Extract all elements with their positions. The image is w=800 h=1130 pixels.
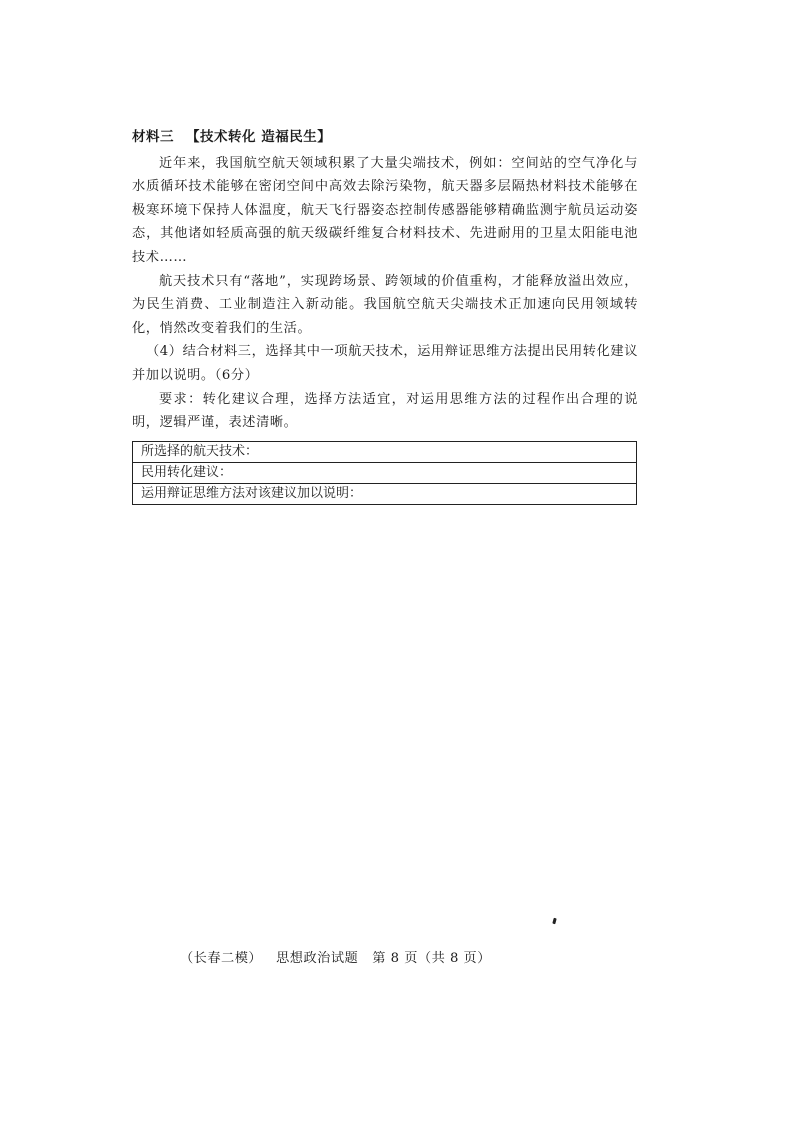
- page-footer: [180, 947, 505, 966]
- material-paragraph-2: 航天技术只有“落地”，实现跨场景、跨领域的价值重构，才能释放溢出效应，为民生消费、工业制造注入新动能。我国航空航天尖端技术正加速向民用领域转化，悄然改变着我们的生活。: [132, 273, 638, 336]
- answer-cell-technology[interactable]: 所选择的航天技术：: [133, 441, 637, 462]
- material-title: 【技术转化 造福民生】: [186, 129, 332, 145]
- material-section: [132, 126, 638, 505]
- material-label: 材料三: [132, 129, 174, 145]
- answer-row-suggestion: [133, 462, 637, 483]
- material-paragraph-1: 近年来，我国航空航天领域积累了大量尖端技术，例如：空间站的空气净化与水质循环技术能够在密闭空间中高效去除污染物，航天器多层隔热材料技术能够在极寒环境下保持人体温度，航天飞行器姿态控制传感器能够精确监测宇航员运动姿态，其他诸如轻质高强的航天级碳纤维复合材料技术、先进耐用的卫星太阳能电池技术……: [132, 155, 638, 265]
- answer-row-technology: [133, 441, 637, 462]
- answer-cell-explanation[interactable]: 运用辩证思维方法对该建议加以说明：: [133, 483, 637, 504]
- answer-row-explanation: [133, 483, 637, 504]
- scan-speck: [552, 918, 556, 925]
- footer-page: 第 8 页（共 8 页）: [372, 951, 491, 966]
- material-heading: [132, 126, 638, 150]
- answer-table: [132, 441, 637, 505]
- footer-subject: 思想政治试题: [276, 951, 359, 966]
- question-requirement: 要求：转化建议合理，选择方法适宜，对运用思维方法的过程作出合理的说明，逻辑严谨，表述清晰。: [132, 391, 638, 431]
- question-text: （4）结合材料三，选择其中一项航天技术，运用辩证思维方法提出民用转化建议并加以说明。（6分）: [132, 344, 638, 383]
- answer-cell-suggestion[interactable]: 民用转化建议：: [133, 462, 637, 483]
- footer-exam: （长春二模）: [180, 951, 263, 966]
